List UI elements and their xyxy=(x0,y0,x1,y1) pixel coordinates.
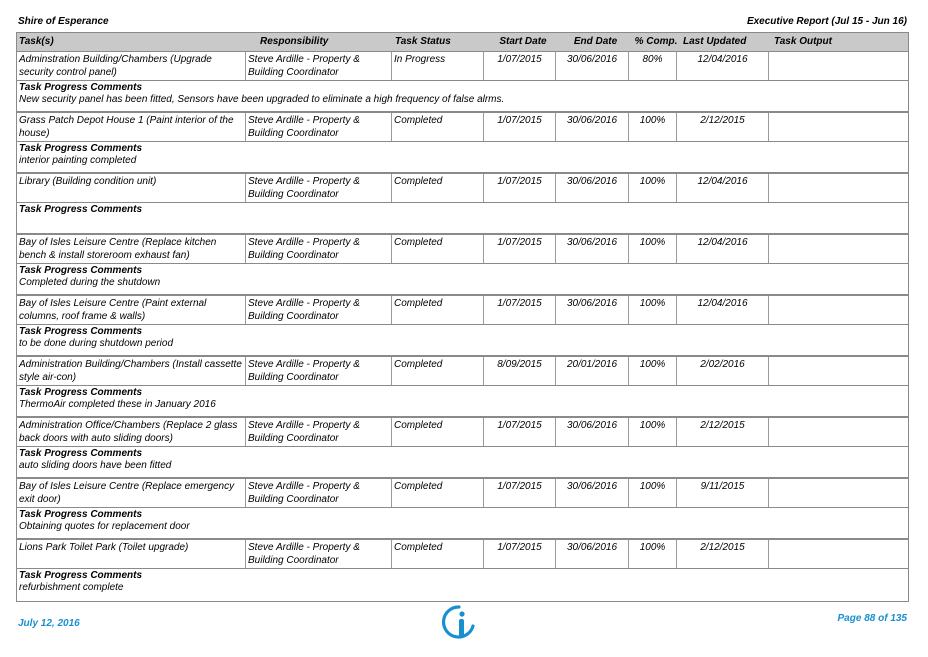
task-status: Completed xyxy=(392,296,484,324)
task-output xyxy=(769,296,908,324)
table-row xyxy=(17,113,908,142)
task-status: Completed xyxy=(392,418,484,446)
table-row xyxy=(17,357,908,386)
comments-label: Task Progress Comments xyxy=(19,143,143,154)
task-end-date: 30/06/2016 xyxy=(556,418,629,446)
task-output xyxy=(769,479,908,507)
col-task-output: Task Output xyxy=(774,36,832,47)
task-start-date: 1/07/2015 xyxy=(484,52,556,80)
task-percent-complete: 100% xyxy=(629,296,677,324)
table-row xyxy=(17,174,908,203)
col-start-date: Start Date xyxy=(499,36,547,47)
table-row xyxy=(17,52,908,81)
task-percent-complete: 100% xyxy=(629,479,677,507)
task-progress-comments xyxy=(17,81,908,113)
task-status: Completed xyxy=(392,479,484,507)
info-logo-icon xyxy=(440,604,478,640)
comments-text: Obtaining quotes for replacement door xyxy=(19,521,190,532)
task-end-date: 30/06/2016 xyxy=(556,174,629,202)
comments-text: ThermoAir completed these in January 2016 xyxy=(19,399,216,410)
task-responsibility: Steve Ardille - Property & Building Coordinator xyxy=(246,113,392,141)
task-output xyxy=(769,540,908,568)
task-end-date: 30/06/2016 xyxy=(556,296,629,324)
table-row xyxy=(17,479,908,508)
comments-label: Task Progress Comments xyxy=(19,387,143,398)
table-row xyxy=(17,540,908,569)
task-last-updated: 2/12/2015 xyxy=(677,418,769,446)
task-start-date: 1/07/2015 xyxy=(484,296,556,324)
task-responsibility: Steve Ardille - Property & Building Coordinator xyxy=(246,357,392,385)
task-end-date: 30/06/2016 xyxy=(556,113,629,141)
task-last-updated: 2/12/2015 xyxy=(677,113,769,141)
task-output xyxy=(769,418,908,446)
task-percent-complete: 100% xyxy=(629,174,677,202)
task-end-date: 30/06/2016 xyxy=(556,52,629,80)
comments-text: refurbishment complete xyxy=(19,582,124,593)
task-progress-comments xyxy=(17,325,908,357)
comments-text: interior painting completed xyxy=(19,155,137,166)
comments-text: Completed during the shutdown xyxy=(19,277,161,288)
task-start-date: 8/09/2015 xyxy=(484,357,556,385)
task-status: In Progress xyxy=(392,52,484,80)
report-title: Executive Report (Jul 15 - Jun 16) xyxy=(746,16,907,27)
table-row xyxy=(17,235,908,264)
task-percent-complete: 100% xyxy=(629,357,677,385)
task-end-date: 20/01/2016 xyxy=(556,357,629,385)
task-progress-comments xyxy=(17,569,908,601)
col-status: Task Status xyxy=(395,36,451,47)
comments-text: New security panel has been fitted, Sensors have been upgraded to eliminate a high frequency of false alrms. xyxy=(19,94,505,105)
task-last-updated: 12/04/2016 xyxy=(677,296,769,324)
task-output xyxy=(769,174,908,202)
col-responsibility: Responsibility xyxy=(260,36,329,47)
task-name: Bay of Isles Leisure Centre (Replace kitchen bench & install storeroom exhaust fan) xyxy=(17,235,246,263)
comments-label: Task Progress Comments xyxy=(19,82,143,93)
comments-label: Task Progress Comments xyxy=(19,509,143,520)
task-name: Bay of Isles Leisure Centre (Paint external columns, roof frame & walls) xyxy=(17,296,246,324)
task-last-updated: 2/02/2016 xyxy=(677,357,769,385)
task-name: Bay of Isles Leisure Centre (Replace emergency exit door) xyxy=(17,479,246,507)
page-number: Page 88 of 135 xyxy=(837,613,907,624)
task-status: Completed xyxy=(392,174,484,202)
footer-date: July 12, 2016 xyxy=(18,618,80,629)
comments-label: Task Progress Comments xyxy=(19,265,143,276)
comments-label: Task Progress Comments xyxy=(19,204,143,215)
task-progress-comments xyxy=(17,508,908,540)
task-output xyxy=(769,52,908,80)
task-output xyxy=(769,357,908,385)
task-progress-comments xyxy=(17,264,908,296)
comments-text: to be done during shutdown period xyxy=(19,338,174,349)
task-percent-complete: 100% xyxy=(629,113,677,141)
task-percent-complete: 80% xyxy=(629,52,677,80)
col-percent-complete: % Comp. xyxy=(634,36,678,47)
task-report-table xyxy=(16,32,909,602)
task-name: Library (Building condition unit) xyxy=(17,174,246,202)
task-start-date: 1/07/2015 xyxy=(484,540,556,568)
task-start-date: 1/07/2015 xyxy=(484,479,556,507)
task-output xyxy=(769,235,908,263)
task-name: Lions Park Toilet Park (Toilet upgrade) xyxy=(17,540,246,568)
table-row xyxy=(17,418,908,447)
task-rows xyxy=(17,52,908,601)
task-start-date: 1/07/2015 xyxy=(484,174,556,202)
task-responsibility: Steve Ardille - Property & Building Coordinator xyxy=(246,235,392,263)
task-output xyxy=(769,113,908,141)
task-percent-complete: 100% xyxy=(629,235,677,263)
task-responsibility: Steve Ardille - Property & Building Coordinator xyxy=(246,540,392,568)
col-task: Task(s) xyxy=(19,36,54,47)
table-row xyxy=(17,296,908,325)
comments-text: auto sliding doors have been fitted xyxy=(19,460,172,471)
task-last-updated: 12/04/2016 xyxy=(677,235,769,263)
table-header-row xyxy=(17,33,908,52)
col-end-date: End Date xyxy=(573,36,618,47)
task-end-date: 30/06/2016 xyxy=(556,235,629,263)
task-last-updated: 12/04/2016 xyxy=(677,174,769,202)
task-responsibility: Steve Ardille - Property & Building Coordinator xyxy=(246,296,392,324)
task-progress-comments xyxy=(17,203,908,235)
task-responsibility: Steve Ardille - Property & Building Coordinator xyxy=(246,418,392,446)
task-end-date: 30/06/2016 xyxy=(556,479,629,507)
task-progress-comments xyxy=(17,447,908,479)
task-name: Grass Patch Depot House 1 (Paint interior of the house) xyxy=(17,113,246,141)
organization-name: Shire of Esperance xyxy=(18,16,109,27)
comments-label: Task Progress Comments xyxy=(19,570,143,581)
task-last-updated: 12/04/2016 xyxy=(677,52,769,80)
comments-label: Task Progress Comments xyxy=(19,326,143,337)
task-status: Completed xyxy=(392,540,484,568)
task-end-date: 30/06/2016 xyxy=(556,540,629,568)
task-progress-comments xyxy=(17,142,908,174)
task-responsibility: Steve Ardille - Property & Building Coordinator xyxy=(246,52,392,80)
task-percent-complete: 100% xyxy=(629,418,677,446)
task-status: Completed xyxy=(392,235,484,263)
task-name: Administration Building/Chambers (Install cassette style air-con) xyxy=(17,357,246,385)
col-last-updated: Last Updated xyxy=(683,36,747,47)
task-start-date: 1/07/2015 xyxy=(484,113,556,141)
task-responsibility: Steve Ardille - Property & Building Coordinator xyxy=(246,479,392,507)
task-status: Completed xyxy=(392,113,484,141)
comments-label: Task Progress Comments xyxy=(19,448,143,459)
task-percent-complete: 100% xyxy=(629,540,677,568)
task-name: Administration Office/Chambers (Replace 2 glass back doors with auto sliding doors) xyxy=(17,418,246,446)
task-responsibility: Steve Ardille - Property & Building Coordinator xyxy=(246,174,392,202)
task-status: Completed xyxy=(392,357,484,385)
task-last-updated: 2/12/2015 xyxy=(677,540,769,568)
task-start-date: 1/07/2015 xyxy=(484,418,556,446)
task-name: Adminstration Building/Chambers (Upgrade security control panel) xyxy=(17,52,246,80)
task-last-updated: 9/11/2015 xyxy=(677,479,769,507)
task-start-date: 1/07/2015 xyxy=(484,235,556,263)
task-progress-comments xyxy=(17,386,908,418)
